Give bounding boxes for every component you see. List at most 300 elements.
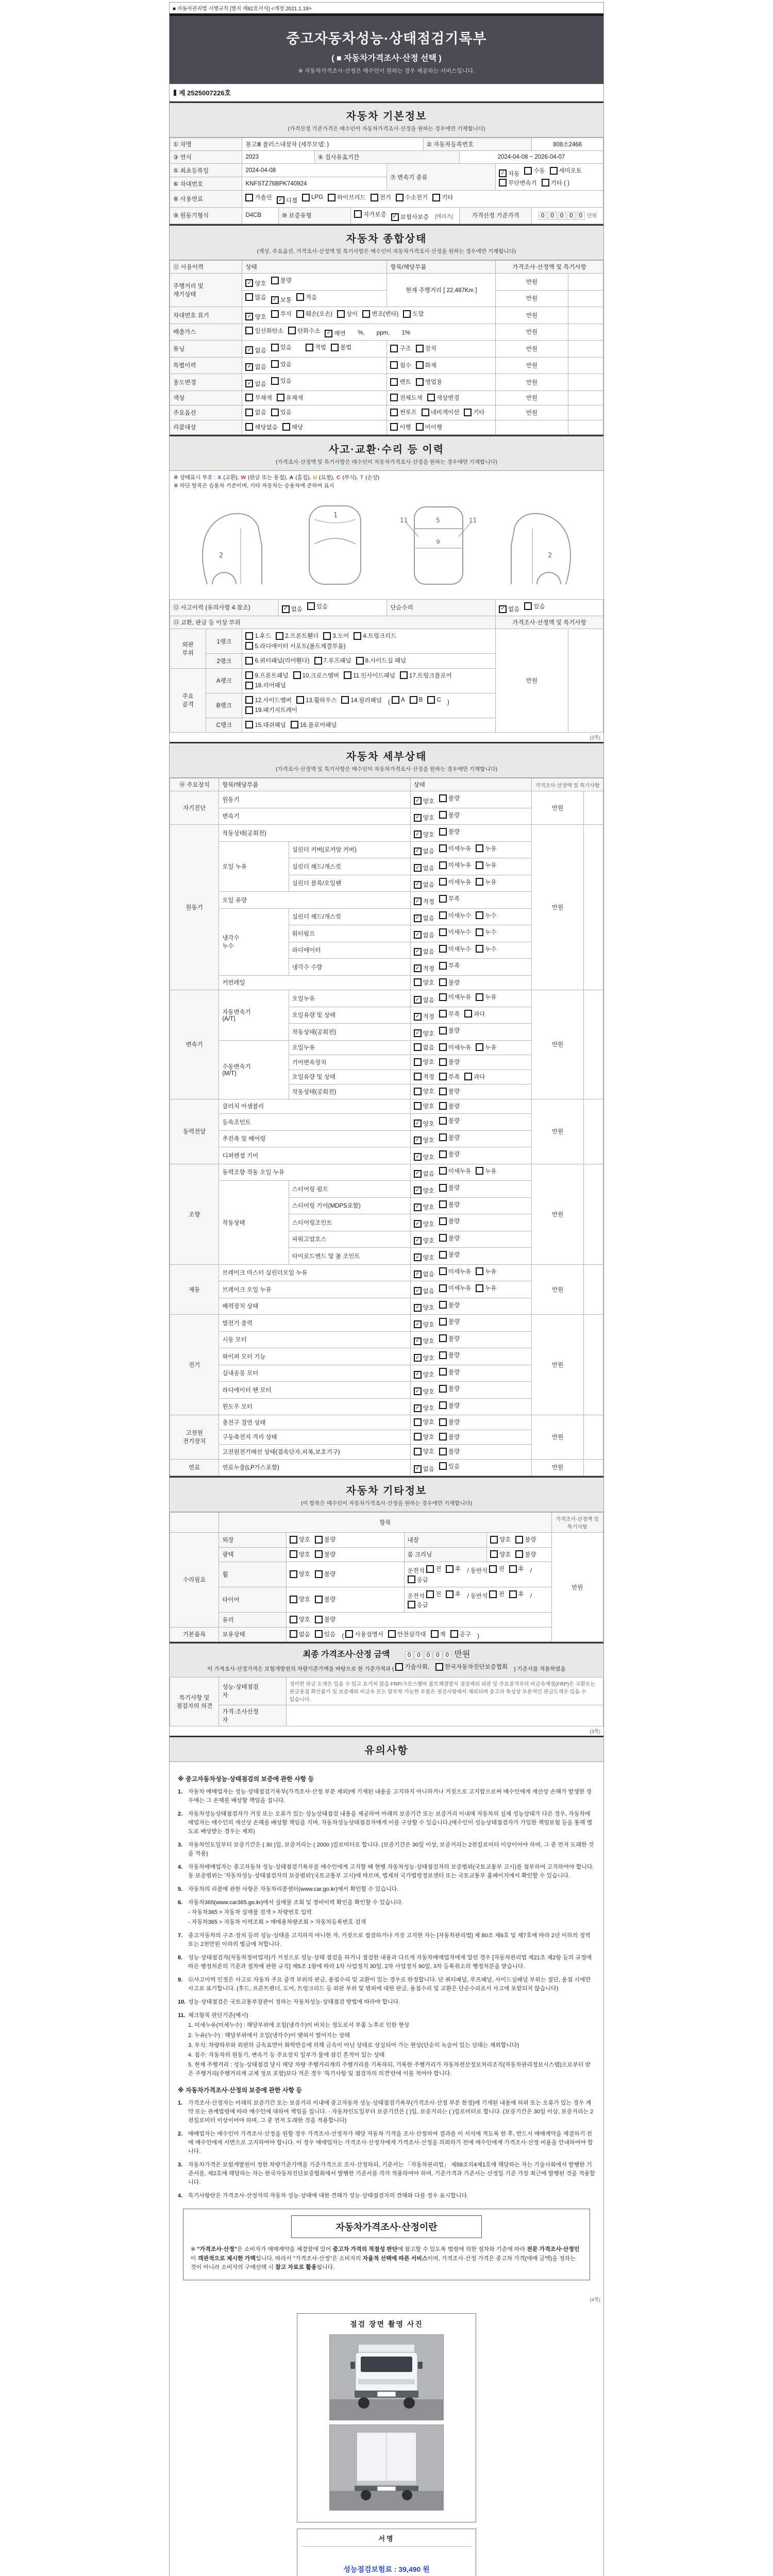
checkbox-box[interactable] (245, 706, 253, 714)
checkbox-box[interactable] (427, 394, 435, 401)
checkbox-box[interactable] (356, 657, 364, 665)
checkbox-불량[interactable] (315, 1615, 335, 1623)
checkbox-box[interactable] (439, 1073, 447, 1080)
checkbox-누유[interactable] (476, 993, 496, 1001)
checkbox-양호[interactable] (414, 1087, 434, 1095)
checkbox-없음[interactable] (414, 947, 434, 956)
checkbox-box[interactable] (439, 1368, 447, 1376)
checkbox-box[interactable]: ✓ (414, 1237, 422, 1245)
checkbox-있음[interactable] (271, 408, 292, 416)
checkbox-box[interactable] (499, 179, 507, 187)
checkbox-무단변속기[interactable] (499, 179, 537, 187)
checkbox-불량[interactable] (439, 1200, 460, 1209)
checkbox-전[interactable] (489, 1565, 504, 1573)
checkbox-양호[interactable] (290, 1550, 310, 1558)
checkbox-양호[interactable] (414, 1058, 434, 1066)
checkbox-미이행[interactable] (416, 423, 442, 431)
checkbox-6.쿼터패널(리어휀다)[interactable] (245, 656, 309, 665)
checkbox-box[interactable]: ✓ (414, 914, 422, 922)
checkbox-있음[interactable] (439, 1462, 460, 1470)
checkbox-불량[interactable] (515, 1535, 536, 1544)
checkbox-box[interactable] (476, 1284, 483, 1292)
checkbox-box[interactable] (431, 1630, 439, 1638)
checkbox-유채색[interactable] (277, 394, 303, 402)
checkbox-썬루프[interactable] (390, 408, 416, 416)
checkbox-box[interactable]: ✓ (414, 1270, 422, 1278)
checkbox-box[interactable]: ✓ (414, 1220, 422, 1228)
checkbox-box[interactable] (439, 993, 447, 1001)
checkbox-box[interactable]: ✓ (414, 1187, 422, 1194)
checkbox-box[interactable] (296, 696, 304, 704)
checkbox-box[interactable] (490, 1550, 498, 1558)
checkbox-11.인사이드패널[interactable] (344, 671, 395, 680)
checkbox-box[interactable] (476, 861, 483, 869)
checkbox-box[interactable] (414, 1102, 422, 1110)
checkbox-box[interactable] (439, 1184, 447, 1192)
checkbox-box[interactable] (296, 310, 304, 318)
checkbox-5.라디에이터 서포트(볼트체결부품)[interactable] (245, 642, 345, 650)
checkbox-box[interactable] (328, 194, 335, 201)
signature-box[interactable] (297, 2529, 476, 2576)
checkbox-19.패키지트레이[interactable] (245, 706, 297, 714)
checkbox-box[interactable]: ✓ (414, 1371, 422, 1379)
checkbox-있음[interactable] (271, 360, 292, 368)
checkbox-장치[interactable] (416, 344, 436, 352)
checkbox-누수[interactable] (476, 945, 496, 953)
checkbox-미세누유[interactable] (439, 878, 471, 886)
checkbox-box[interactable] (390, 394, 398, 401)
checkbox-불량[interactable] (315, 1570, 335, 1578)
checkbox-box[interactable] (476, 878, 483, 886)
checkbox-자가보증[interactable] (354, 210, 386, 218)
checkbox-box[interactable]: ✓ (414, 1120, 422, 1127)
checkbox-box[interactable] (439, 1117, 447, 1125)
checkbox-box[interactable] (414, 1043, 422, 1051)
checkbox-불량[interactable] (439, 1234, 460, 1242)
checkbox-box[interactable] (390, 423, 398, 431)
checkbox-box[interactable] (390, 345, 398, 352)
checkbox-box[interactable] (439, 1385, 447, 1393)
checkbox-변조(변타)[interactable] (362, 310, 398, 318)
checkbox-없음[interactable] (245, 408, 266, 416)
checkbox-box[interactable] (245, 423, 253, 431)
checkbox-양호[interactable] (414, 1136, 434, 1144)
checkbox-있음[interactable] (524, 602, 545, 611)
checkbox-없음[interactable] (414, 864, 434, 872)
diagram-rear-quarter-view[interactable] (499, 497, 584, 592)
checkbox-box[interactable] (509, 1590, 517, 1598)
checkbox-box[interactable] (408, 1575, 415, 1583)
checkbox-box[interactable] (290, 1570, 297, 1578)
checkbox-box[interactable] (515, 1536, 523, 1544)
checkbox-없음[interactable] (414, 1043, 434, 1052)
checkbox-양호[interactable] (414, 1203, 434, 1211)
checkbox-box[interactable] (439, 1088, 447, 1095)
checkbox-미세누수[interactable] (439, 928, 471, 936)
checkbox-box[interactable] (408, 1601, 415, 1608)
checkbox-box[interactable]: ✓ (245, 279, 253, 287)
checkbox-box[interactable] (439, 1301, 447, 1309)
checkbox-box[interactable] (315, 1536, 323, 1544)
checkbox-누유[interactable] (476, 861, 496, 869)
checkbox-불량[interactable] (439, 1317, 460, 1326)
checkbox-이행[interactable] (390, 423, 411, 431)
checkbox-없음[interactable] (245, 363, 266, 371)
checkbox-불량[interactable] (439, 1301, 460, 1309)
checkbox-전[interactable] (426, 1590, 441, 1598)
checkbox-후[interactable] (509, 1590, 524, 1598)
checkbox-상이[interactable] (337, 310, 358, 318)
checkbox-불량[interactable] (439, 1150, 460, 1158)
checkbox-불법[interactable] (331, 343, 351, 351)
checkbox-세미오토[interactable] (550, 166, 582, 175)
checkbox-불량[interactable] (439, 1217, 460, 1225)
diagram-underbody-view[interactable] (396, 497, 481, 592)
checkbox-box[interactable] (315, 1596, 323, 1603)
checkbox-box[interactable] (416, 361, 424, 369)
checkbox-box[interactable]: ✓ (414, 1170, 422, 1178)
checkbox-없음[interactable] (414, 880, 434, 889)
checkbox-양호[interactable] (245, 279, 266, 287)
checkbox-box[interactable] (476, 1043, 483, 1051)
checkbox-17.트렁크플로어[interactable] (400, 671, 452, 680)
checkbox-없음[interactable] (245, 380, 266, 388)
checkbox-box[interactable] (245, 671, 253, 679)
checkbox-box[interactable] (414, 1418, 422, 1426)
checkbox-box[interactable]: ✓ (414, 1253, 422, 1261)
checkbox-box[interactable]: ✓ (245, 363, 253, 371)
checkbox-box[interactable] (439, 1433, 447, 1440)
checkbox-7.루프패널[interactable] (314, 656, 351, 665)
checkbox-box[interactable] (245, 194, 253, 201)
checkbox-box[interactable] (446, 1565, 453, 1573)
checkbox-무채색[interactable] (245, 394, 272, 402)
checkbox-box[interactable] (396, 194, 404, 201)
checkbox-box[interactable] (245, 657, 253, 665)
checkbox-누수[interactable] (476, 911, 496, 920)
checkbox-있음[interactable] (271, 377, 292, 385)
checkbox-미세누수[interactable] (439, 911, 471, 920)
checkbox-box[interactable] (439, 978, 447, 986)
checkbox-A[interactable] (392, 696, 405, 704)
checkbox-전체도색[interactable] (390, 394, 422, 402)
checkbox-box[interactable] (331, 344, 339, 351)
checkbox-전[interactable] (426, 1565, 441, 1573)
checkbox-box[interactable] (439, 962, 447, 970)
checkbox-box[interactable] (439, 1027, 447, 1035)
checkbox-box[interactable]: ✓ (414, 1287, 422, 1295)
checkbox-box[interactable]: ✓ (414, 1013, 422, 1021)
checkbox-box[interactable] (271, 377, 279, 385)
checkbox-box[interactable] (245, 394, 253, 401)
checkbox-화재[interactable] (416, 361, 436, 369)
checkbox-양호[interactable] (290, 1570, 310, 1578)
checkbox-box[interactable]: ✓ (245, 380, 253, 387)
checkbox-불량[interactable] (439, 827, 460, 836)
checkbox-box[interactable]: ✓ (271, 296, 279, 304)
checkbox-box[interactable] (524, 602, 532, 610)
checkbox-box[interactable] (245, 642, 253, 650)
checkbox-불량[interactable] (439, 1116, 460, 1125)
checkbox-훼손(오손)[interactable] (296, 310, 332, 318)
checkbox-양호[interactable] (414, 1387, 434, 1396)
checkbox-미세누유[interactable] (439, 1167, 471, 1175)
checkbox-한국자동차진단보증협회[interactable]: 한국자동차진단보증협회 (435, 1663, 508, 1671)
checkbox-box[interactable] (524, 167, 532, 175)
checkbox-양호[interactable] (414, 1370, 434, 1379)
checkbox-수소전기[interactable] (396, 193, 428, 201)
checkbox-양호[interactable] (414, 1153, 434, 1161)
checkbox-양호[interactable] (414, 1236, 434, 1245)
checkbox-box[interactable] (439, 1267, 447, 1275)
checkbox-box[interactable] (341, 696, 349, 704)
checkbox-공구[interactable] (450, 1630, 471, 1638)
checkbox-과다[interactable] (464, 1010, 485, 1018)
checkbox-부족[interactable] (439, 894, 460, 903)
checkbox-box[interactable] (464, 409, 472, 416)
checkbox-box[interactable] (446, 1590, 453, 1598)
checkbox-미세누수[interactable] (439, 945, 471, 953)
checkbox-box[interactable] (439, 1251, 447, 1259)
checkbox-box[interactable]: ✓ (414, 964, 422, 972)
checkbox-box[interactable]: ✓ (414, 1137, 422, 1144)
checkbox-box[interactable] (276, 632, 283, 640)
checkbox-box[interactable] (464, 1073, 472, 1080)
checkbox-안전삼각대[interactable] (388, 1630, 426, 1638)
checkbox-box[interactable] (439, 1058, 447, 1066)
checkbox-없음[interactable] (414, 1270, 434, 1278)
diagram-top-front-view[interactable] (292, 497, 377, 592)
checkbox-수동[interactable] (524, 166, 545, 175)
checkbox-box[interactable] (439, 1401, 447, 1409)
checkbox-box[interactable] (550, 167, 558, 175)
checkbox-양호[interactable] (414, 831, 434, 839)
checkbox-없음[interactable] (414, 1287, 434, 1295)
checkbox-box[interactable] (245, 696, 253, 704)
checkbox-14.필러패널[interactable] (341, 696, 381, 704)
checkbox-box[interactable] (426, 1590, 434, 1598)
checkbox-응급[interactable] (408, 1575, 428, 1584)
checkbox-box[interactable]: ✓ (499, 605, 507, 613)
checkbox-box[interactable] (296, 293, 304, 301)
checkbox-불량[interactable] (439, 978, 460, 987)
checkbox-box[interactable] (427, 696, 435, 704)
checkbox-box[interactable] (315, 1570, 323, 1578)
checkbox-box[interactable] (439, 1133, 447, 1141)
checkbox-box[interactable] (315, 1550, 323, 1558)
checkbox-양호[interactable] (414, 1320, 434, 1329)
checkbox-box[interactable] (416, 423, 424, 431)
checkbox-없음[interactable] (414, 847, 434, 855)
checkbox-3.도어[interactable] (323, 632, 349, 640)
checkbox-box[interactable]: ✓ (414, 948, 422, 956)
checkbox-미세누유[interactable] (439, 1267, 471, 1276)
checkbox-box[interactable] (414, 1073, 422, 1080)
checkbox-양호[interactable] (290, 1595, 310, 1603)
checkbox-box[interactable]: ✓ (414, 864, 422, 872)
checkbox-없음[interactable] (282, 605, 303, 613)
checkbox-미세누유[interactable] (439, 844, 471, 853)
checkbox-없음[interactable] (414, 931, 434, 939)
checkbox-적정[interactable] (414, 1073, 434, 1081)
checkbox-누수[interactable] (476, 928, 496, 936)
checkbox-누유[interactable] (476, 878, 496, 886)
checkbox-16.플로어패널[interactable] (291, 721, 337, 729)
checkbox-box[interactable]: ✓ (245, 313, 253, 320)
checkbox-18.리어패널[interactable] (245, 681, 285, 689)
checkbox-없음[interactable] (290, 1630, 310, 1638)
checkbox-부족[interactable] (439, 1073, 460, 1081)
checkbox-미세누유[interactable] (439, 1284, 471, 1292)
checkbox-box[interactable] (245, 327, 253, 334)
checkbox-box[interactable] (515, 1550, 523, 1558)
checkbox-box[interactable] (476, 993, 483, 1001)
checkbox-사용설명서[interactable] (345, 1630, 383, 1638)
checkbox-미세누유[interactable] (439, 993, 471, 1001)
checkbox-box[interactable] (439, 1150, 447, 1158)
checkbox-box[interactable] (439, 1351, 447, 1359)
checkbox-가솔린[interactable] (245, 193, 272, 201)
checkbox-box[interactable] (290, 1550, 297, 1558)
checkbox-불량[interactable] (439, 1183, 460, 1192)
checkbox-10.크로스멤버[interactable] (293, 671, 340, 680)
checkbox-box[interactable] (390, 378, 398, 386)
checkbox-양호[interactable] (414, 1354, 434, 1362)
checkbox-box[interactable] (542, 179, 549, 187)
checkbox-box[interactable] (290, 1616, 297, 1623)
checkbox-box[interactable] (323, 632, 331, 640)
checkbox-불량[interactable] (439, 811, 460, 819)
checkbox-box[interactable] (439, 828, 447, 836)
checkbox-영업용[interactable] (416, 378, 442, 386)
checkbox-네비게이션[interactable] (422, 408, 460, 416)
checkbox-누유[interactable] (476, 1167, 496, 1175)
checkbox-box[interactable] (271, 344, 279, 351)
checkbox-탄화수소[interactable] (288, 327, 320, 335)
checkbox-LPG[interactable] (302, 194, 323, 201)
checkbox-box[interactable]: ✓ (414, 1320, 422, 1328)
checkbox-box[interactable]: ✓ (414, 1304, 422, 1312)
checkbox-box[interactable] (422, 409, 429, 416)
checkbox-box[interactable] (476, 1167, 483, 1175)
checkbox-box[interactable] (476, 1267, 483, 1275)
checkbox-13.휠하우스[interactable] (296, 696, 337, 704)
checkbox-box[interactable]: ✓ (414, 931, 422, 939)
checkbox-부식[interactable] (271, 310, 292, 318)
checkbox-box[interactable] (400, 671, 408, 679)
checkbox-도말[interactable] (403, 310, 424, 318)
checkbox-불량[interactable] (439, 1401, 460, 1410)
checkbox-box[interactable] (439, 1200, 447, 1208)
checkbox-box[interactable] (439, 928, 447, 936)
checkbox-불량[interactable] (439, 1058, 460, 1066)
checkbox-기타[interactable] (432, 193, 453, 201)
checkbox-box[interactable]: ✓ (414, 831, 422, 838)
checkbox-있음[interactable] (271, 343, 292, 351)
checkbox-box[interactable] (271, 360, 279, 368)
checkbox-box[interactable]: ✓ (282, 605, 290, 613)
checkbox-부족[interactable] (439, 961, 460, 970)
checkbox-box[interactable] (439, 1102, 447, 1110)
checkbox-기타 ( )[interactable] (542, 179, 569, 187)
checkbox-미세누유[interactable] (439, 861, 471, 869)
checkbox-양호[interactable] (414, 1102, 434, 1110)
checkbox-양호[interactable] (414, 1418, 434, 1426)
checkbox-box[interactable] (432, 194, 440, 201)
checkbox-불량[interactable] (271, 276, 292, 284)
checkbox-양호[interactable] (245, 313, 266, 321)
checkbox-없음[interactable] (414, 914, 434, 922)
checkbox-box[interactable] (439, 1010, 447, 1018)
checkbox-box[interactable] (439, 1462, 447, 1470)
checkbox-적음[interactable] (296, 293, 317, 301)
checkbox-디젤[interactable] (277, 196, 297, 205)
checkbox-불량[interactable] (439, 1447, 460, 1455)
checkbox-보험사보증[interactable] (391, 213, 429, 221)
checkbox-box[interactable]: ✓ (414, 814, 422, 822)
checkbox-9.프론트패널[interactable] (245, 671, 288, 680)
checkbox-box[interactable] (439, 911, 447, 919)
checkbox-불량[interactable] (439, 1418, 460, 1426)
checkbox-box[interactable] (293, 671, 301, 679)
checkbox-후[interactable] (509, 1565, 524, 1573)
checkbox-양호[interactable] (414, 1187, 434, 1195)
checkbox-양호[interactable] (414, 978, 434, 987)
checkbox-box[interactable] (271, 409, 279, 416)
checkbox-box[interactable] (344, 671, 351, 679)
checkbox-box[interactable] (245, 293, 253, 301)
checkbox-box[interactable] (414, 1448, 422, 1455)
checkbox-양호[interactable] (414, 797, 434, 805)
checkbox-box[interactable] (476, 844, 483, 852)
checkbox-box[interactable] (315, 1630, 323, 1638)
checkbox-불량[interactable] (439, 1351, 460, 1359)
checkbox-box[interactable] (271, 277, 279, 284)
checkbox-누유[interactable] (476, 1267, 496, 1276)
checkbox-1.후드[interactable] (245, 632, 271, 640)
checkbox-box[interactable]: ✓ (414, 1387, 422, 1395)
checkbox-불량[interactable] (439, 1368, 460, 1376)
checkbox-있음[interactable] (307, 602, 328, 611)
checkbox-box[interactable]: ✓ (245, 346, 253, 354)
checkbox-전[interactable] (489, 1590, 504, 1598)
checkbox-box[interactable] (337, 310, 345, 318)
checkbox-없음[interactable] (499, 605, 519, 613)
checkbox-box[interactable] (439, 1167, 447, 1175)
checkbox-box[interactable] (271, 310, 279, 318)
checkbox-box[interactable] (509, 1565, 517, 1573)
checkbox-box[interactable] (416, 345, 424, 352)
checkbox-box[interactable] (490, 1536, 498, 1544)
checkbox-box[interactable] (282, 423, 290, 431)
checkbox-양호[interactable] (490, 1550, 511, 1558)
checkbox-box[interactable] (390, 361, 398, 369)
checkbox-누유[interactable] (476, 1284, 496, 1292)
checkbox-box[interactable] (439, 1234, 447, 1242)
photo-rear-truck[interactable] (329, 2425, 444, 2511)
checkbox-box[interactable] (414, 978, 422, 986)
checkbox-렌트[interactable] (390, 378, 411, 386)
checkbox-불량[interactable] (315, 1595, 335, 1603)
checkbox-box[interactable] (439, 895, 447, 903)
checkbox-양호[interactable] (290, 1615, 310, 1623)
checkbox-불량[interactable] (439, 1384, 460, 1393)
checkbox-C[interactable] (427, 696, 441, 704)
checkbox-양호[interactable] (290, 1535, 310, 1544)
checkbox-box[interactable] (439, 1334, 447, 1342)
checkbox-양호[interactable] (414, 1120, 434, 1128)
checkbox-box[interactable] (439, 945, 447, 953)
